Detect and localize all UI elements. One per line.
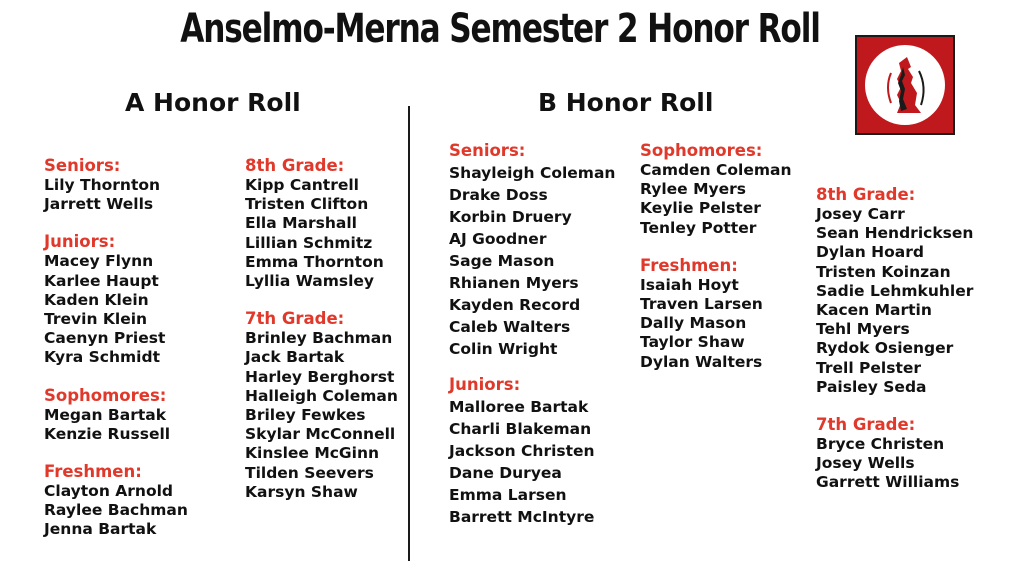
grade-group xyxy=(640,141,792,238)
a-column-1 xyxy=(44,156,188,558)
student-name: Dane Duryea xyxy=(449,464,562,482)
b-column-3 xyxy=(816,185,973,511)
b-column-1 xyxy=(449,140,615,542)
student-name: Lillian Schmitz xyxy=(245,233,373,252)
student-name: Isaiah Hoyt xyxy=(640,275,739,294)
student-name: Tristen Koinzan xyxy=(816,262,951,281)
grade-group xyxy=(449,374,615,528)
student-name: Camden Coleman xyxy=(640,161,792,179)
student-name: Rylee Myers xyxy=(640,180,746,199)
student-name: Kayden Record xyxy=(449,296,581,314)
student-name: Colin Wright xyxy=(449,340,558,358)
student-name: Lyllia Wamsley xyxy=(245,272,375,291)
student-name: Drake Doss xyxy=(449,186,548,204)
grade-label: 8th Grade: xyxy=(816,185,916,204)
student-name: Paisley Seda xyxy=(816,377,927,396)
student-name: Raylee Bachman xyxy=(44,501,188,520)
grade-label: Sophomores: xyxy=(44,385,167,405)
student-name: Briley Fewkes xyxy=(245,406,366,425)
grade-label: 8th Grade: xyxy=(245,156,345,175)
student-name: Ella Marshall xyxy=(245,214,357,233)
student-name: Kipp Cantrell xyxy=(245,176,359,194)
grade-group xyxy=(44,232,188,367)
section-divider xyxy=(408,106,410,561)
grade-group xyxy=(245,156,398,291)
student-name: Skylar McConnell xyxy=(245,425,396,444)
school-logo xyxy=(855,35,955,135)
student-name: AJ Goodner xyxy=(449,230,547,248)
student-name: Kacen Martin xyxy=(816,301,932,320)
grade-label: Juniors: xyxy=(44,232,116,252)
student-name: Emma Larsen xyxy=(449,486,567,504)
student-name: Trell Pelster xyxy=(816,358,922,377)
student-name: Karsyn Shaw xyxy=(245,482,358,501)
student-name: Halleigh Coleman xyxy=(245,386,398,405)
student-name: Bryce Christen xyxy=(816,435,945,454)
student-name: Rydok Osienger xyxy=(816,339,954,358)
grade-group xyxy=(816,415,973,493)
student-name: Jack Bartak xyxy=(245,348,345,367)
student-name: Keylie Pelster xyxy=(640,199,761,218)
student-name: Korbin Druery xyxy=(449,208,572,226)
student-name: Kyra Schmidt xyxy=(44,348,160,367)
student-name: Tehl Myers xyxy=(816,320,910,339)
grade-label: Juniors: xyxy=(449,375,521,394)
grade-group xyxy=(44,462,188,540)
student-name: Kenzie Russell xyxy=(44,424,171,443)
student-name: Kinslee McGinn xyxy=(245,444,380,463)
student-name: Jarrett Wells xyxy=(44,195,154,214)
student-name: Charli Blakeman xyxy=(449,420,592,438)
student-name: Megan Bartak xyxy=(44,405,167,424)
student-name: Josey Wells xyxy=(816,454,915,473)
student-name: Sadie Lehmkuhler xyxy=(816,281,974,300)
student-name: Macey Flynn xyxy=(44,252,154,271)
student-name: Karlee Haupt xyxy=(44,271,159,290)
coyote-howling-icon xyxy=(877,53,933,117)
student-name: Traven Larsen xyxy=(640,295,763,314)
b-honor-roll-heading: B Honor Roll xyxy=(538,88,714,117)
a-column-2 xyxy=(245,156,398,520)
a-honor-roll-heading: A Honor Roll xyxy=(125,88,301,117)
student-name: Dally Mason xyxy=(640,314,747,333)
student-name: Rhianen Myers xyxy=(449,274,579,292)
student-name: Emma Thornton xyxy=(245,252,384,271)
logo-circle xyxy=(865,45,945,125)
student-name: Shayleigh Coleman xyxy=(449,164,616,182)
grade-label: Freshmen: xyxy=(44,462,142,482)
grade-label: 7th Grade: xyxy=(245,309,345,329)
student-name: Dylan Hoard xyxy=(816,243,924,262)
student-name: Sean Hendricksen xyxy=(816,224,974,243)
student-name: Clayton Arnold xyxy=(44,482,173,501)
grade-label: Freshmen: xyxy=(640,255,738,275)
student-name: Barrett McIntyre xyxy=(449,508,595,526)
grade-label: 7th Grade: xyxy=(816,415,916,435)
student-name: Jenna Bartak xyxy=(44,520,157,539)
student-name: Brinley Bachman xyxy=(245,329,393,348)
student-name: Dylan Walters xyxy=(640,352,763,371)
grade-label: Sophomores: xyxy=(640,141,763,160)
grade-group xyxy=(44,386,188,444)
student-name: Tilden Seevers xyxy=(245,463,374,482)
student-name: Caenyn Priest xyxy=(44,329,166,348)
student-name: Tristen Clifton xyxy=(245,195,369,214)
grade-group xyxy=(44,156,188,214)
student-name: Sage Mason xyxy=(449,252,555,270)
page-title: Anselmo-Merna Semester 2 Honor Roll xyxy=(180,6,820,52)
student-name: Garrett Williams xyxy=(816,473,960,492)
student-name: Taylor Shaw xyxy=(640,333,745,352)
student-name: Malloree Bartak xyxy=(449,398,589,416)
grade-label: Seniors: xyxy=(449,141,526,160)
grade-group xyxy=(816,185,973,397)
grade-label: Seniors: xyxy=(44,156,121,175)
student-name: Kaden Klein xyxy=(44,290,149,309)
grade-group xyxy=(640,256,792,372)
b-column-2 xyxy=(640,141,792,390)
student-name: Tenley Potter xyxy=(640,218,757,237)
grade-group xyxy=(449,140,615,360)
grade-group xyxy=(245,309,398,502)
student-name: Jackson Christen xyxy=(449,442,595,460)
student-name: Trevin Klein xyxy=(44,310,148,329)
student-name: Caleb Walters xyxy=(449,318,571,336)
student-name: Josey Carr xyxy=(816,205,905,223)
student-name: Lily Thornton xyxy=(44,176,161,194)
student-name: Harley Berghorst xyxy=(245,367,395,386)
